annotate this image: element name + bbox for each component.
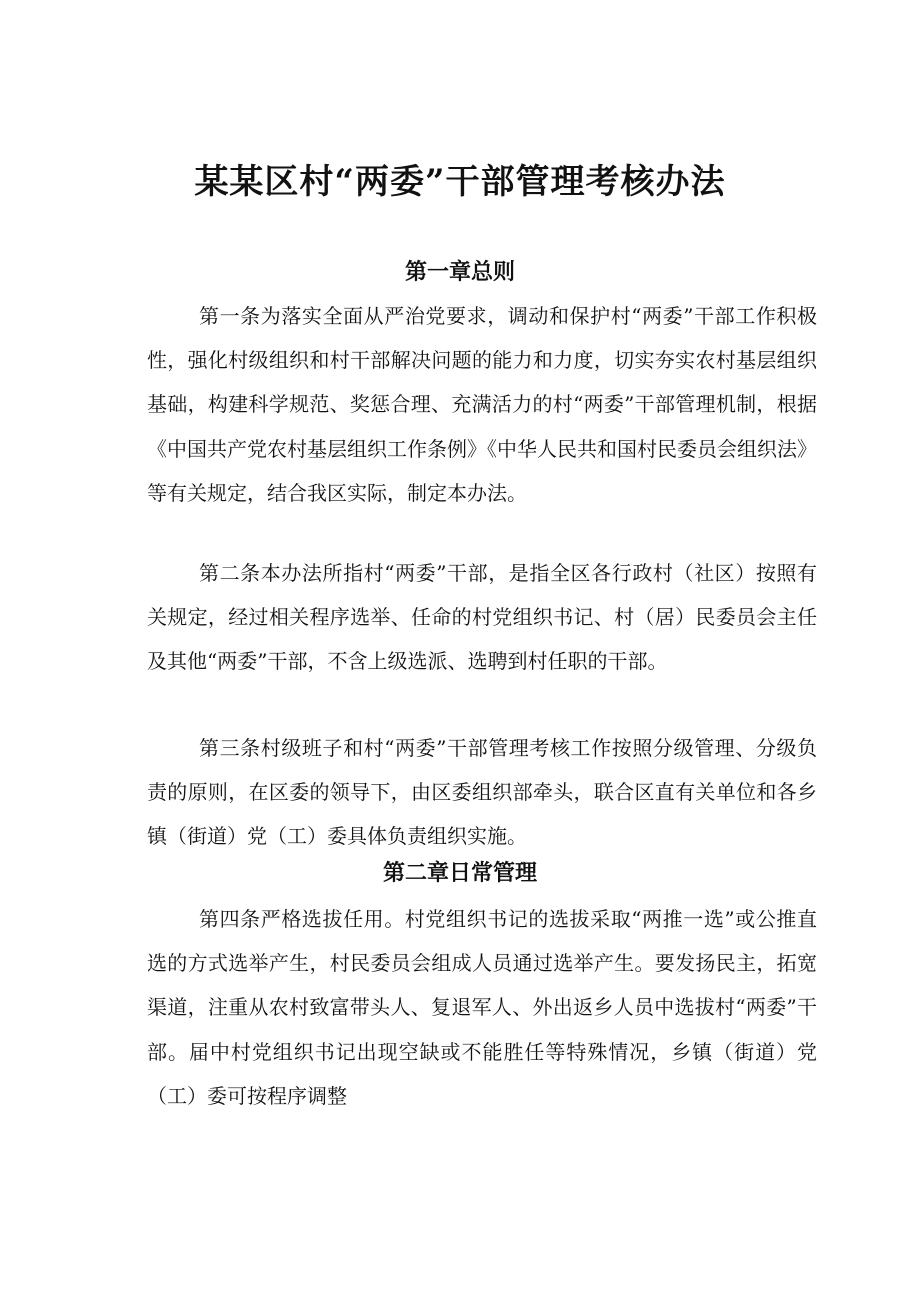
chapter-heading-daily-management: 第二章日常管理 xyxy=(382,861,537,886)
article-2-paragraph: 第二条本办法所指村“两委”干部，是指全区各行政村（社区）按照有关规定，经过相关程序选举、任命的村党组织书记、村（居）民委员会主任及其他“两委”干部，不含上级选派、选聘到村任职的干部。 xyxy=(147,561,817,674)
article-3-paragraph: 第三条村级班子和村“两委”干部管理考核工作按照分级管理、分级负责的原则，在区委的领导下，由区委组织部牵头，联合区直有关单位和各乡镇（街道）党（工）委具体负责组织实施。 xyxy=(147,736,817,849)
article-4-paragraph: 第四条严格选拔任用。村党组织书记的选拔采取“两推一选”或公推直选的方式选举产生，村民委员会组成人员通过选举产生。要发扬民主，拓宽渠道，注重从农村致富带头人、复退军人、外出返乡人员中选拔村“两委”干部。届中村党组织书记出现空缺或不能胜任等特殊情况，乡镇（街道）党（工）委可按程序调整 xyxy=(147,907,817,1108)
article-1-paragraph: 第一条为落实全面从严治党要求，调动和保护村“两委”干部工作积极性，强化村级组织和村干部解决问题的能力和力度，切实夯实农村基层组织基础，构建科学规范、奖惩合理、充满活力的村“两委”干部管理机制，根据《中国共产党农村基层组织工作条例》《中华人民共和国村民委员会组织法》等有关规定，结合我区实际，制定本办法。 xyxy=(147,304,817,505)
chapter-heading-general-provisions: 第一章总则 xyxy=(404,260,515,285)
document-title: 某某区村“两委”干部管理考核办法 xyxy=(194,162,726,202)
